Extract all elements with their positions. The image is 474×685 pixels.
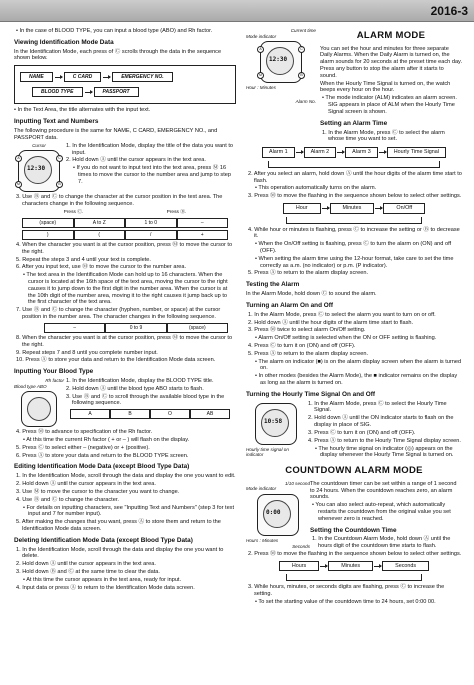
current-time-label: Current time — [290, 28, 316, 33]
turn-title: Turning an Alarm On and Off — [246, 301, 333, 309]
abo-cell: A — [70, 409, 110, 419]
arrow-icon — [375, 208, 382, 209]
abo-cell: O — [150, 409, 190, 419]
turn-step-4: 4. Press Ⓒ to turn it on (ON) and off (OFF). — [248, 342, 356, 349]
edit-step-3: 3. Use Ⓜ to move the cursor to the character you want to change. — [16, 488, 180, 495]
flow-onoff: On/Off — [383, 203, 425, 214]
flow-emergency: EMERGENCY NO. — [112, 72, 172, 82]
hourly-block — [246, 401, 462, 461]
set-alarm-title: Setting an Alarm Time — [320, 119, 388, 127]
blood-title: Inputting Your Blood Type — [14, 368, 94, 376]
step-9: 9. Repeat steps 7 and 8 until you complete number input. — [16, 349, 158, 356]
press-c-label: Press Ⓒ. — [63, 209, 84, 215]
blood-step-3: 3. Use Ⓑ and Ⓒ to scroll through the available blood type in the following sequence. — [66, 393, 225, 407]
flow-alarm-1: Alarm 1 — [262, 147, 295, 158]
loop-line — [286, 217, 422, 224]
arrow-icon — [296, 152, 303, 153]
blood-watch — [14, 378, 64, 429]
abo-sequence — [70, 409, 230, 419]
hourly-step-1: 1. In the Alarm Mode, press Ⓒ to select the Hourly Time Signal. — [308, 400, 447, 414]
turn-step-1: 1. In the Alarm Mode, press Ⓒ to select the alarm you want to turn on or off. — [248, 311, 436, 318]
set-step-4b: • When the On/Off setting is flashing, press Ⓒ to turn the alarm on (ON) and off (OFF). — [255, 241, 452, 255]
cd-text-1: The countdown timer can be set within a range of 1 second to 24 hours. When the countdown reaches zero, an alarm sounds. — [310, 480, 457, 501]
turn-step-3: 3. Press Ⓜ twice to select alarm On/Off setting. — [248, 327, 366, 334]
delete-step-3: 3. Hold down Ⓑ and Ⓒ at the same time to clear the data. — [16, 569, 160, 576]
watch-display: 10:58 — [264, 417, 283, 425]
step-6b: • The text area in the Identification Mode can hold up to 16 characters. When the cursor is located at the 16th space of the text area, moving the cursor to the right causes it to jump down to the first digit in the number area. When the cursor is at the 10th digit of the number area, moving it to the right causes it jump back up to the first character of the text area. — [23, 272, 228, 306]
delete-step-3b: • At this time the cursor appears in the text area, ready for input. — [23, 576, 182, 583]
flow-seconds: Seconds — [382, 561, 429, 572]
arrow-icon — [55, 77, 62, 78]
char-cell: 1 to 0 — [125, 218, 177, 228]
right-column — [246, 28, 462, 607]
num-cell: (space) — [167, 323, 228, 333]
set-step-3: 3. Press Ⓜ to move the flashing in the sequence shown below to select other settings. — [248, 193, 462, 200]
mode-indicator-label: Mode indicator — [246, 33, 277, 39]
hourly-step-4: 4. Press Ⓐ to return to the Hourly Time Signal display screen. — [308, 437, 461, 444]
alarm-header-block — [246, 28, 462, 144]
blood-step-5: 5. Press Ⓒ to select either – (negative) or + (positive). — [16, 444, 150, 451]
watch-icon — [21, 391, 57, 427]
blood-step-1: 1. In the Identification Mode, display the BLOOD TYPE title. — [66, 378, 214, 385]
press-b-label: Press Ⓑ. — [166, 209, 187, 215]
step-2: 2. Hold down Ⓐ until the cursor appears in the text area. — [66, 157, 206, 164]
countdown-title: COUNTDOWN ALARM MODE — [285, 465, 423, 477]
input-steps-block — [14, 143, 236, 195]
char-cell: ( — [74, 230, 126, 240]
flow-bloodtype: BLOOD TYPE — [32, 87, 83, 97]
intro-text: • In the case of BLOOD TYPE, you can input a blood type (ABO) and Rh factor. — [16, 28, 213, 34]
cd-step-3: 3. While hours, minutes, or seconds digits are flashing, press Ⓒ to increase the setting. — [248, 584, 445, 598]
delete-step-1: 1. In the Identification Mode, scroll through the data and display the one you want to delete. — [16, 546, 224, 560]
input-title: Inputting Text and Numbers — [14, 118, 99, 126]
m-button-icon: M — [15, 181, 22, 188]
set-step-2: 2. After you select an alarm, hold down Ⓐ until the hour digits of the alarm time start to flash. — [248, 170, 462, 184]
left-column — [14, 28, 236, 592]
abo-cell: AB — [190, 409, 230, 419]
step-1: 1. In the Identification Mode, display the title of the data you want to input. — [66, 142, 233, 156]
view-title: Viewing Identification Mode Data — [14, 38, 114, 46]
alarm-text-1: You can set the hour and minutes for three separate Daily Alarms. When the Daily Alarm is turned on, the alarm sounds for 20 seconds at the preset time each day. Press any button to stop the alarm after it starts to sound. — [320, 45, 462, 79]
watch-face — [27, 397, 51, 421]
flow-hourly: Hourly Time Signal — [387, 147, 446, 158]
cd-mode-indicator-label: Mode indicator — [246, 486, 277, 492]
char-cell: A to Z — [74, 218, 126, 228]
b-button-icon: B — [298, 72, 305, 79]
flow-name: NAME — [20, 72, 53, 82]
char-cell: + — [177, 230, 229, 240]
blood-block — [14, 378, 236, 429]
edit-step-4: 4. Use Ⓑ and Ⓒ to change the character. — [16, 496, 119, 503]
cd-text-2: • You can also select auto-repeat, which automatically restarts the countdown from the original value you set whenever zero is reached. — [312, 502, 451, 522]
arrow-icon — [85, 92, 92, 93]
input-text: The following procedure is the same for NAME, C CARD, EMERGENCY NO., and PASSPORT data. — [14, 128, 218, 141]
step-4: 4. When the character you want is at the cursor position, press Ⓜ to move the cursor to the right. — [16, 241, 233, 255]
alarm-title: ALARM MODE — [356, 30, 426, 41]
hourly-step-2: 2. Hold down Ⓐ until the ON indicator starts to flash on the display in place of SIG. — [308, 415, 454, 429]
set-step-5: 5. Press Ⓐ to return to the alarm display screen. — [248, 270, 369, 277]
delete-title: Deleting Identification Mode Data (except Blood Type Data) — [14, 536, 193, 544]
turn-step-2: 2. Hold down Ⓐ until the hour digits of the alarm time start to flash. — [248, 319, 414, 326]
char-sequence — [22, 210, 228, 240]
a-button-icon: A — [15, 155, 22, 162]
hourly-step-4b: • The hourly time signal on indicator (◎) appears on the display whenever the Hourly Time Signal is turned on. — [315, 445, 454, 459]
view-text: In the Identification Mode, each press of Ⓒ scrolls through the data in the sequence shown below. — [14, 48, 222, 62]
edit-step-4b: • For details on inputting characters, see "Inputting Text and Numbers" (step 3 for text input and 7 for number input). — [23, 504, 235, 518]
char-cell: / — [125, 230, 177, 240]
turn-step-5c: • In other modes (besides the Alarm Mode), the ■ indicator remains on the display as long as the alarm is turned on. — [255, 373, 458, 387]
blood-step-2: 2. Hold down Ⓐ until the blood type ABO starts to flash. — [66, 385, 204, 392]
flow-hours: Hours — [279, 561, 319, 572]
blood-step-4: 4. Press Ⓜ to advance to specification of the Rh factor. — [16, 429, 153, 436]
turn-step-3b: • Alarm On/Off setting is selected when the ON or OFF setting is flashing. — [255, 335, 437, 342]
view-flow — [14, 65, 236, 104]
step-2b: • If you do not want to input text into the text area, press Ⓜ 16 times to move the cursor to the number area and jump to step 7. — [73, 165, 231, 185]
step-6: 6. After you input text, use Ⓜ to move the cursor to the number area. — [16, 264, 187, 271]
char-cell: ) — [22, 230, 74, 240]
char-cell: (space) — [22, 218, 74, 228]
step-5: 5. Repeat the steps 3 and 4 until your text is complete. — [16, 256, 151, 263]
cd-set-title: Setting the Countdown Time — [310, 526, 397, 534]
cursor-watch — [14, 143, 64, 195]
rh-label: Rh factor — [45, 378, 64, 384]
hourly-step-3: 3. Press Ⓒ to turn it on (ON) and off (OFF). — [308, 429, 416, 436]
arrow-icon — [103, 77, 110, 78]
watch-icon — [255, 403, 297, 445]
set-flow — [246, 203, 462, 224]
edit-step-5: 5. After making the changes that you want, press Ⓐ to store them and return to the Identification Mode data screen. — [16, 519, 221, 532]
edit-step-1: 1. In the Identification Mode, scroll through the data and display the one you want to edit. — [16, 473, 236, 480]
cd-step-1: 1. In the Countdown Alarm Mode, hold down Ⓐ until the hours digit of the countdown time starts to flash. — [312, 536, 451, 550]
alarm-no-label: Alarm No. — [295, 98, 316, 104]
char-cell: – — [177, 218, 229, 228]
loop-line — [286, 574, 422, 581]
alarm-flow — [246, 147, 462, 168]
alarm-text-2: When the Hourly Time Signal is turned on, the watch beeps every hour on the hour. — [320, 80, 451, 94]
step-8: 8. When the character you want is at the cursor position, press Ⓜ to move the cursor to the right. — [16, 334, 233, 348]
hourly-title: Turning the Hourly Time Signal On and Off — [246, 390, 375, 398]
flow-hour: Hour — [283, 203, 321, 214]
arrow-icon — [337, 152, 344, 153]
flow-ccard: C CARD — [64, 72, 101, 82]
flow-passport: PASSPORT — [94, 87, 139, 97]
m-button-icon: M — [257, 72, 264, 79]
delete-step-2: 2. Hold down Ⓐ until the cursor appears in the text area. — [16, 561, 156, 568]
step-3: 3. Use Ⓑ and Ⓒ to change the character at the cursor position in the text area. The characters change in the following sequence. — [16, 194, 223, 208]
arrow-icon — [374, 566, 381, 567]
set-step-4c: • When setting the alarm time using the 12-hour format, take care to set the time correctly as a.m. (no indicator) or p.m. (P indicator). — [255, 255, 454, 269]
abo-cell: B — [110, 409, 150, 419]
edit-step-2: 2. Hold down Ⓐ until the cursor appears in the text area. — [16, 481, 156, 488]
blood-step-6: 6. Press Ⓐ to store your data and return to the BLOOD TYPE screen. — [16, 452, 189, 459]
arrow-icon — [379, 152, 386, 153]
watch-icon — [18, 150, 60, 192]
bt-label: Blood type ABO — [14, 383, 47, 389]
flow-minutes: Minutes — [328, 561, 373, 572]
alarm-text-3: • The mode indicator (ALM) indicates an alarm screen. SIG appears in place of ALM when the Hourly Time Signal screen is shown. — [322, 95, 457, 115]
a-button-icon: A — [257, 46, 264, 53]
watch-display: 12:30 — [27, 165, 46, 173]
countdown-watch — [246, 481, 310, 551]
num-cell: – — [44, 323, 105, 333]
hourly-watch — [246, 401, 306, 461]
c-button-icon: C — [56, 155, 63, 162]
alarm-watch — [246, 28, 316, 144]
step-10: 10. Press Ⓐ to store your data and return to the Identification Mode data screen. — [16, 357, 216, 364]
step-7: 7. Use Ⓑ and Ⓒ to change the character (hyphen, number, or space) at the cursor position in the number area. The character changes in the following sequence. — [16, 307, 221, 321]
watch-display: 0:00 — [266, 508, 281, 516]
countdown-block — [246, 481, 462, 551]
c-button-icon: C — [298, 46, 305, 53]
b-button-icon: B — [56, 181, 63, 188]
set-step-2b: • This operation automatically turns on the alarm. — [255, 185, 377, 192]
set-step-4: 4. While hour or minutes is flashing, press Ⓒ to increase the setting or Ⓑ to decrease it. — [248, 226, 460, 240]
watch-icon — [260, 41, 302, 83]
test-title: Testing the Alarm — [246, 281, 300, 289]
num-sequence — [44, 323, 228, 333]
tenth-sec-label: 1/10 second — [284, 480, 310, 486]
arrow-icon — [322, 208, 329, 209]
delete-step-4: 4. Input data or press Ⓐ to return to the Identification Mode data screen. — [16, 584, 195, 591]
turn-step-5: 5. Press Ⓐ to return to the alarm display screen. — [248, 350, 369, 357]
turn-step-5b: • The alarm on indicator (■) is on the alarm display screen when the alarm is turned on. — [255, 358, 462, 372]
hts-label: Hourly time signal on indicator — [246, 446, 289, 458]
flow-alarm-2: Alarm 2 — [304, 147, 337, 158]
num-cell: 0 to 9 — [105, 323, 166, 333]
header-bar — [0, 0, 474, 22]
watch-icon — [257, 494, 299, 536]
view-note: • In the Text Area, the title alternates with the input text. — [14, 107, 151, 114]
test-text: In the Alarm Mode, hold down Ⓒ to sound the alarm. — [246, 291, 377, 298]
page-number: 2016-3 — [430, 4, 468, 18]
loop-line — [268, 161, 440, 168]
blood-step-4b: • At this time the current Rh factor ( + or – ) will flash on the display. — [23, 437, 190, 444]
cd-hours-min-label: Hours : Minutes — [246, 537, 279, 543]
flow-alarm-3: Alarm 3 — [345, 147, 378, 158]
set-step-1: 1. In the Alarm Mode, press Ⓒ to select the alarm whose time you want to set. — [322, 129, 445, 143]
cd-flow — [246, 561, 462, 582]
cd-seconds-label: Seconds — [292, 543, 310, 549]
edit-title: Editing Identification Mode Data (except Blood Type Data) — [14, 463, 190, 471]
arrow-icon — [320, 566, 327, 567]
cd-step-3b: • To set the starting value of the countdown time to 24 hours, set 0:00 00. — [255, 599, 436, 606]
cursor-label: Cursor — [32, 142, 46, 148]
flow-minutes: Minutes — [330, 203, 375, 214]
hour-minutes-label: Hour : Minutes — [246, 85, 276, 91]
watch-display: 12:30 — [269, 56, 288, 64]
cd-step-2: 2. Press Ⓜ to move the flashing in the sequence shown below to select other settings. — [248, 551, 462, 558]
